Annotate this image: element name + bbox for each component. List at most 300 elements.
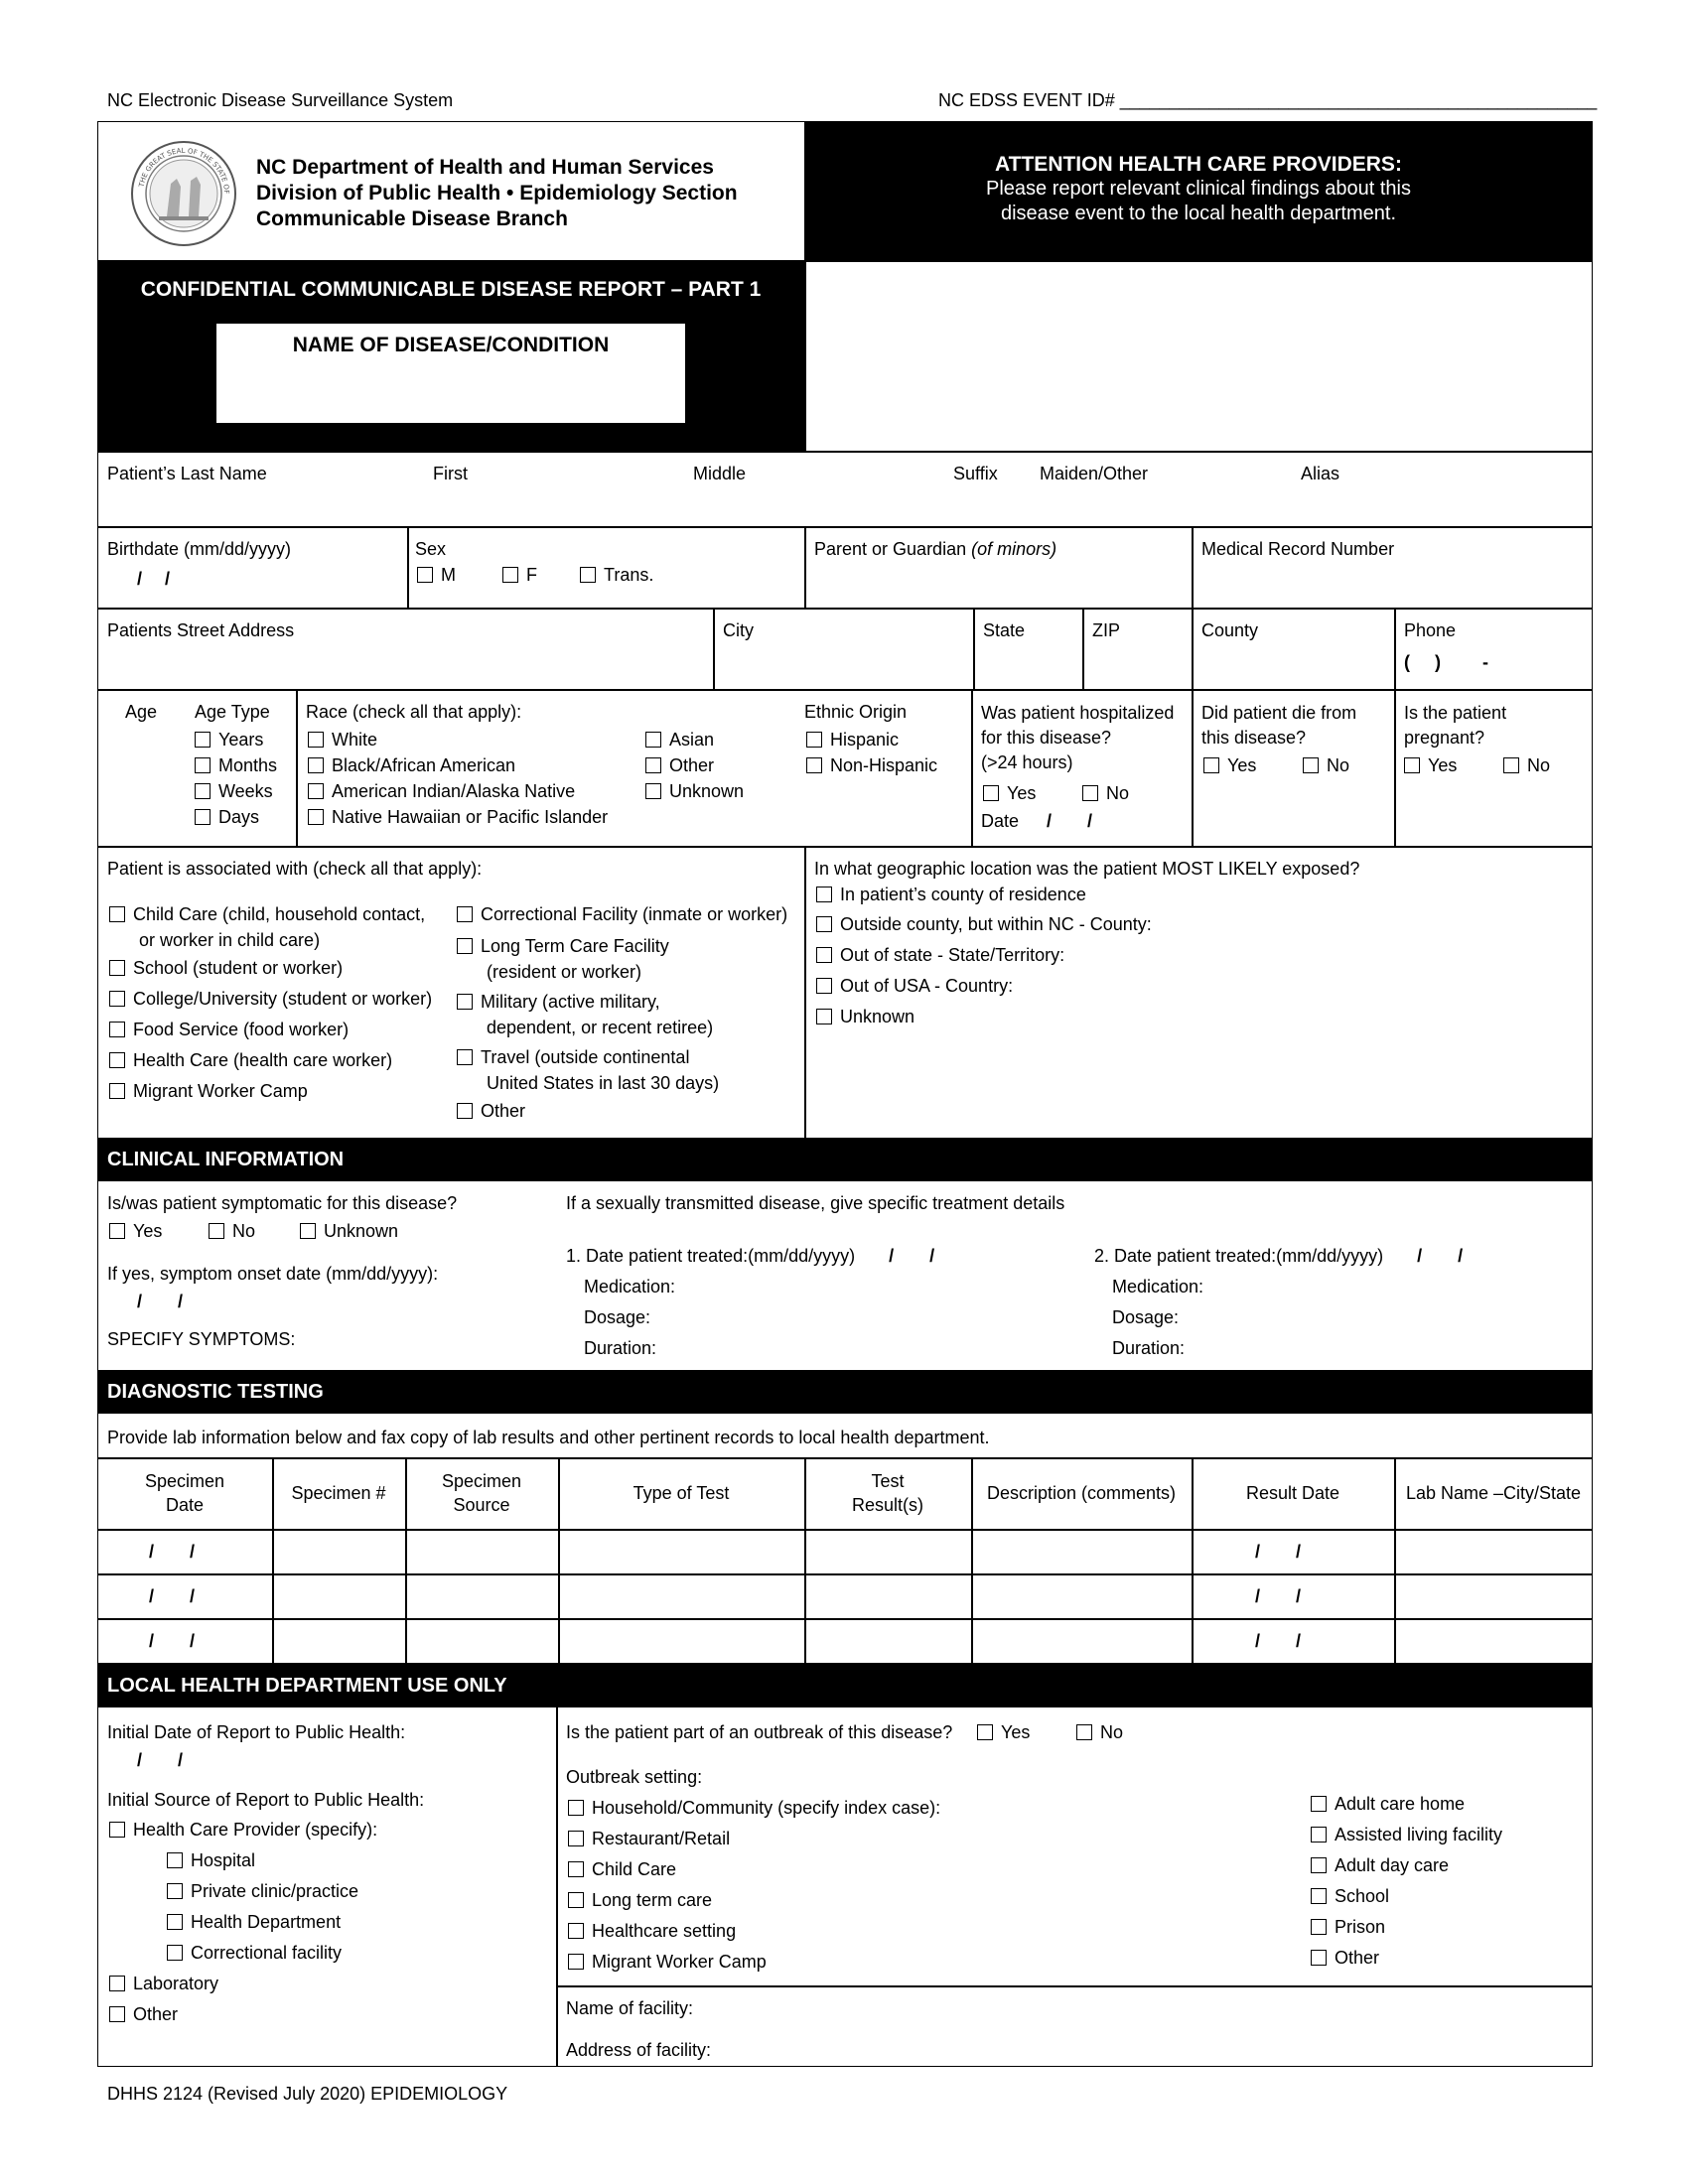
setting-assisted-living[interactable]	[1311, 1824, 1502, 1845]
first-name-label: First	[433, 464, 468, 483]
birthdate-field[interactable]: / /	[137, 569, 171, 589]
treat2-duration: Duration:	[1112, 1338, 1186, 1358]
disease-name-label: NAME OF DISEASE/CONDITION	[292, 334, 610, 356]
checkbox[interactable]	[816, 916, 832, 932]
checkbox[interactable]	[816, 887, 832, 902]
agency-line2: Division of Public Health • Epidemiology Section	[256, 182, 738, 205]
agency-line3: Communicable Disease Branch	[256, 207, 568, 230]
checkbox[interactable]	[816, 1009, 832, 1024]
symptomatic-yes[interactable]	[109, 1220, 162, 1242]
col-result-date: Result Date	[1245, 1483, 1340, 1503]
checkbox[interactable]	[1303, 757, 1319, 773]
col-description: Description (comments)	[986, 1483, 1177, 1503]
divider	[1192, 608, 1194, 689]
age-type-weeks[interactable]	[195, 780, 273, 802]
checkbox[interactable]	[457, 938, 473, 954]
birthdate-label: Birthdate (mm/dd/yyyy)	[107, 539, 292, 559]
option-label: Unknown	[840, 1007, 915, 1026]
option-label: Food Service (food worker)	[133, 1020, 350, 1039]
checkbox[interactable]	[568, 1923, 584, 1939]
phone-area-code: ( )	[1404, 652, 1441, 672]
suffix-label: Suffix	[953, 464, 998, 483]
race-american-indian[interactable]	[308, 780, 575, 802]
report-title: CONFIDENTIAL COMMUNICABLE DISEASE REPORT – PART 1	[140, 278, 762, 301]
option-label: F	[526, 565, 537, 585]
option-label: Hispanic	[830, 730, 900, 750]
divider	[97, 608, 1593, 610]
col-type-of-test: Type of Test	[633, 1483, 730, 1503]
checkbox[interactable]	[645, 757, 661, 773]
assoc-other[interactable]	[457, 1100, 525, 1122]
checkbox[interactable]	[308, 732, 324, 748]
checkbox[interactable]	[1311, 1827, 1327, 1843]
option-label: Household/Community (specify index case):	[592, 1798, 941, 1818]
checkbox[interactable]	[1311, 1919, 1327, 1935]
option-label: Healthcare setting	[592, 1921, 737, 1941]
age-type-days[interactable]	[195, 806, 259, 828]
checkbox[interactable]	[1311, 1796, 1327, 1812]
option-label: No	[232, 1221, 256, 1241]
treat1-date[interactable]: / /	[889, 1246, 935, 1266]
divider	[97, 1529, 1593, 1531]
pregnant-yes[interactable]	[1404, 754, 1457, 776]
table-row-result-date[interactable]: / /	[1255, 1631, 1302, 1651]
assoc-school[interactable]	[109, 957, 343, 979]
middle-name-label: Middle	[693, 464, 747, 483]
checkbox[interactable]	[109, 991, 125, 1007]
hospitalized-line1: Was patient hospitalized	[981, 703, 1175, 723]
divider	[1394, 1457, 1396, 1663]
race-native-hawaiian[interactable]	[308, 806, 608, 828]
table-row-result-date[interactable]: / /	[1255, 1586, 1302, 1606]
treat2-medication: Medication:	[1112, 1277, 1204, 1297]
treat1-label: 1. Date patient treated:(mm/dd/yyyy)	[566, 1246, 856, 1266]
ethnic-hispanic[interactable]	[806, 729, 899, 751]
local-header: LOCAL HEALTH DEPARTMENT USE ONLY	[97, 1664, 1593, 1707]
hospitalized-question	[981, 701, 1174, 775]
option-label: Long term care	[592, 1890, 713, 1910]
age-type-years[interactable]	[195, 729, 263, 751]
option-label: Child Care (child, household contact,	[133, 904, 426, 924]
divider	[971, 1457, 973, 1663]
phone-field[interactable]	[1404, 651, 1488, 673]
option-label: Prison	[1335, 1917, 1386, 1937]
symptomatic-no[interactable]	[209, 1220, 255, 1242]
option-label: Months	[218, 755, 278, 775]
treat2-date[interactable]: / /	[1417, 1246, 1464, 1266]
option-label: College/University (student or worker)	[133, 989, 433, 1009]
option-label: Private clinic/practice	[191, 1881, 359, 1901]
divider	[272, 1457, 274, 1663]
option-label: In patient’s county of residence	[840, 885, 1086, 904]
checkbox[interactable]	[209, 1223, 224, 1239]
assoc-health-care[interactable]	[109, 1049, 392, 1071]
checkbox[interactable]	[457, 1049, 473, 1065]
died-no[interactable]	[1303, 754, 1349, 776]
divider	[1082, 608, 1084, 689]
outbreak-question-text: Is the patient part of an outbreak of this disease?	[566, 1722, 953, 1742]
checkbox[interactable]	[1082, 785, 1098, 801]
source-hcp[interactable]	[109, 1819, 377, 1841]
exposure-out-of-usa[interactable]	[816, 975, 1013, 997]
pregnant-line2: pregnant?	[1404, 728, 1485, 748]
treat2-label: 2. Date patient treated:(mm/dd/yyyy)	[1094, 1246, 1384, 1266]
sex-f-option[interactable]	[502, 564, 537, 586]
option-label: Other	[481, 1101, 526, 1121]
checkbox[interactable]	[308, 809, 324, 825]
divider	[804, 260, 806, 451]
guardian-text: Parent or Guardian	[814, 539, 967, 559]
city-label: City	[723, 620, 754, 640]
system-name: NC Electronic Disease Surveillance System	[107, 90, 454, 110]
option-label: Weeks	[218, 781, 273, 801]
assoc-food-service[interactable]	[109, 1019, 349, 1040]
treat1-dosage: Dosage:	[584, 1307, 651, 1327]
checkbox[interactable]	[300, 1223, 316, 1239]
source-other[interactable]	[109, 2003, 178, 2025]
option-label: Long Term Care Facility	[481, 936, 669, 956]
ethnic-label: Ethnic Origin	[804, 702, 908, 722]
divider	[1192, 689, 1194, 846]
divider	[804, 526, 806, 608]
checkbox[interactable]	[1503, 757, 1519, 773]
divider	[97, 1457, 1593, 1459]
sex-m-option[interactable]	[417, 564, 456, 586]
date-label: Date	[981, 811, 1020, 831]
checkbox[interactable]	[983, 785, 999, 801]
checkbox[interactable]	[109, 1052, 125, 1068]
setting-adult-day-care[interactable]	[1311, 1854, 1449, 1876]
exposure-nc[interactable]	[816, 913, 1152, 935]
diagnostic-header: DIAGNOSTIC TESTING	[97, 1370, 1593, 1414]
checkbox[interactable]	[568, 1831, 584, 1846]
option-label-cont: (resident or worker)	[487, 962, 642, 982]
option-label: Assisted living facility	[1335, 1825, 1503, 1844]
died-line2: this disease?	[1201, 728, 1307, 748]
checkbox[interactable]	[109, 1022, 125, 1037]
option-label: Years	[218, 730, 264, 750]
hospitalized-line2: for this disease?	[981, 728, 1112, 748]
col-lab-name: Lab Name –City/State	[1405, 1483, 1582, 1503]
option-label: Adult day care	[1335, 1855, 1450, 1875]
treat1-duration: Duration:	[584, 1338, 657, 1358]
option-label: Health Department	[191, 1912, 342, 1932]
option-label: No	[1100, 1722, 1124, 1742]
col-test-results: Test Result(s)	[851, 1471, 923, 1515]
col-specimen-source: Specimen Source	[441, 1471, 522, 1515]
died-yes[interactable]	[1203, 754, 1256, 776]
option-label: Yes	[1227, 755, 1257, 775]
race-white[interactable]	[308, 729, 377, 751]
exposure-unknown[interactable]	[816, 1006, 914, 1027]
onset-date-field[interactable]: / /	[137, 1292, 184, 1311]
source-hospital[interactable]	[167, 1849, 255, 1871]
setting-migrant-camp[interactable]	[568, 1951, 767, 1973]
assoc-travel[interactable]	[457, 1044, 719, 1096]
option-label: Yes	[1428, 755, 1458, 775]
divider	[97, 451, 1593, 453]
divider	[804, 846, 806, 1138]
checkbox[interactable]	[109, 1083, 125, 1099]
attention-line2: disease event to the local health department.	[1000, 203, 1397, 224]
checkbox[interactable]	[568, 1954, 584, 1970]
option-label: M	[441, 565, 456, 585]
sex-trans-option[interactable]	[580, 564, 653, 586]
onset-label: If yes, symptom onset date (mm/dd/yyyy):	[107, 1264, 439, 1284]
divider	[804, 1457, 806, 1663]
checkbox[interactable]	[645, 732, 661, 748]
symptomatic-question: Is/was patient symptomatic for this disease?	[107, 1193, 458, 1213]
checkbox[interactable]	[1404, 757, 1420, 773]
checkbox[interactable]	[167, 1945, 183, 1961]
checkbox[interactable]	[568, 1800, 584, 1816]
option-label: Yes	[1001, 1722, 1031, 1742]
checkbox[interactable]	[457, 1103, 473, 1119]
hospitalized-line3: (>24 hours)	[981, 752, 1073, 772]
phone-dash: -	[1482, 652, 1488, 672]
hospitalized-yes[interactable]	[983, 782, 1036, 804]
outbreak-no[interactable]	[1076, 1721, 1123, 1743]
checkbox[interactable]	[1311, 1950, 1327, 1966]
source-health-department[interactable]	[167, 1911, 341, 1933]
option-label: Migrant Worker Camp	[133, 1081, 308, 1101]
setting-child-care[interactable]	[568, 1858, 676, 1880]
phone-label: Phone	[1404, 620, 1457, 640]
hospitalized-no[interactable]	[1082, 782, 1129, 804]
checkbox[interactable]	[109, 1223, 125, 1239]
option-label: Hospital	[191, 1850, 256, 1870]
form-footer: DHHS 2124 (Revised July 2020) EPIDEMIOLOGY	[107, 2084, 508, 2104]
age-type-label: Age Type	[195, 702, 270, 722]
option-label: Health Care (health care worker)	[133, 1050, 393, 1070]
checkbox[interactable]	[580, 567, 596, 583]
symptomatic-unknown[interactable]	[300, 1220, 398, 1242]
alias-label: Alias	[1301, 464, 1340, 483]
attention-panel	[804, 121, 1593, 260]
assoc-long-term-care[interactable]	[457, 933, 669, 985]
guardian-label	[814, 538, 1056, 560]
checkbox[interactable]	[109, 1976, 125, 1991]
checkbox[interactable]	[167, 1852, 183, 1868]
checkbox[interactable]	[806, 757, 822, 773]
option-label: Military (active military,	[481, 992, 660, 1012]
setting-long-term-care[interactable]	[568, 1889, 712, 1911]
option-label: Out of state - State/Territory:	[840, 945, 1065, 965]
assoc-child-care[interactable]	[109, 901, 425, 953]
option-label: Asian	[669, 730, 715, 750]
option-label-cont: or worker in child care)	[139, 930, 321, 950]
checkbox[interactable]	[568, 1892, 584, 1908]
divider	[971, 689, 973, 846]
table-row[interactable]: / /	[149, 1586, 196, 1606]
option-label: Other	[669, 755, 715, 775]
option-label: Trans.	[604, 565, 654, 585]
race-black[interactable]	[308, 754, 515, 776]
checkbox[interactable]	[1203, 757, 1219, 773]
maiden-label: Maiden/Other	[1040, 464, 1149, 483]
std-label: If a sexually transmitted disease, give specific treatment details	[566, 1193, 1065, 1213]
checkbox[interactable]	[195, 783, 211, 799]
checkbox[interactable]	[816, 978, 832, 994]
agency-line1: NC Department of Health and Human Services	[256, 156, 714, 179]
age-type-months[interactable]	[195, 754, 277, 776]
checkbox[interactable]	[308, 757, 324, 773]
sex-label: Sex	[415, 539, 447, 559]
option-label: No	[1327, 755, 1350, 775]
option-label: Child Care	[592, 1859, 677, 1879]
pregnant-no[interactable]	[1503, 754, 1550, 776]
checkbox[interactable]	[195, 732, 211, 748]
divider	[97, 689, 1593, 691]
checkbox[interactable]	[1311, 1857, 1327, 1873]
assoc-military[interactable]	[457, 989, 713, 1040]
assoc-migrant-camp[interactable]	[109, 1080, 308, 1102]
table-row[interactable]: / /	[149, 1631, 196, 1651]
divider	[407, 526, 409, 608]
checkbox[interactable]	[167, 1883, 183, 1899]
treatment-2	[1094, 1241, 1463, 1364]
option-label: Black/African American	[332, 755, 516, 775]
option-label: White	[332, 730, 378, 750]
option-label: Yes	[1007, 783, 1037, 803]
option-label: Native Hawaiian or Pacific Islander	[332, 807, 609, 827]
option-label: Adult care home	[1335, 1794, 1466, 1814]
setting-school[interactable]	[1311, 1885, 1389, 1907]
setting-household[interactable]	[568, 1797, 940, 1819]
checkbox[interactable]	[457, 906, 473, 922]
divider	[558, 1457, 560, 1663]
outbreak-setting-label: Outbreak setting:	[566, 1767, 703, 1787]
option-label: School	[1335, 1886, 1390, 1906]
option-label: Days	[218, 807, 260, 827]
checkbox[interactable]	[502, 567, 518, 583]
option-label: Out of USA - Country:	[840, 976, 1014, 996]
assoc-correctional[interactable]	[457, 903, 787, 925]
col-specimen-date: Specimen Date	[144, 1471, 225, 1515]
option-label: Travel (outside continental	[481, 1047, 690, 1067]
event-id-field[interactable]: ________________________________________________	[1119, 90, 1598, 110]
died-line1: Did patient die from	[1201, 703, 1357, 723]
source-private-clinic[interactable]	[167, 1880, 358, 1902]
race-unknown[interactable]	[645, 780, 744, 802]
died-question	[1201, 701, 1356, 751]
checkbox[interactable]	[977, 1724, 993, 1740]
state-seal-icon	[129, 139, 238, 248]
checkbox[interactable]	[806, 732, 822, 748]
last-name-label: Patient’s Last Name	[107, 464, 267, 483]
age-label: Age	[125, 702, 158, 722]
county-label: County	[1201, 620, 1259, 640]
setting-prison[interactable]	[1311, 1916, 1385, 1938]
option-label: Unknown	[324, 1221, 399, 1241]
zip-label: ZIP	[1092, 620, 1121, 640]
treatment-1	[566, 1241, 934, 1364]
specify-symptoms-label: SPECIFY SYMPTOMS:	[107, 1329, 296, 1349]
outbreak-question	[566, 1721, 952, 1743]
option-label-cont: dependent, or recent retiree)	[487, 1018, 714, 1037]
checkbox[interactable]	[1311, 1888, 1327, 1904]
checkbox[interactable]	[109, 906, 125, 922]
option-label: Other	[133, 2004, 179, 2024]
attention-line1: Please report relevant clinical findings about this	[985, 178, 1412, 200]
street-label: Patients Street Address	[107, 620, 295, 640]
exposure-title: In what geographic location was the patient MOST LIKELY exposed?	[814, 859, 1360, 879]
initial-date-field[interactable]: / /	[137, 1750, 184, 1770]
race-label: Race (check all that apply):	[306, 702, 522, 722]
agency-block	[256, 155, 738, 232]
table-row[interactable]: / /	[149, 1542, 196, 1562]
assoc-college[interactable]	[109, 988, 432, 1010]
race-asian[interactable]	[645, 729, 714, 751]
checkbox[interactable]	[1076, 1724, 1092, 1740]
option-label: Yes	[133, 1221, 163, 1241]
event-id-text: NC EDSS EVENT ID#	[938, 90, 1115, 110]
checkbox[interactable]	[167, 1914, 183, 1930]
setting-other[interactable]	[1311, 1947, 1379, 1969]
setting-restaurant[interactable]	[568, 1828, 730, 1849]
checkbox[interactable]	[568, 1861, 584, 1877]
ethnic-non-hispanic[interactable]	[806, 754, 937, 776]
col-specimen-number: Specimen #	[291, 1483, 386, 1503]
source-laboratory[interactable]	[109, 1973, 218, 1994]
seal-text: THE GREAT SEAL OF THE STATE OF	[137, 146, 231, 195]
option-label: No	[1106, 783, 1130, 803]
clinical-header: CLINICAL INFORMATION	[97, 1138, 1593, 1181]
divider	[556, 1707, 558, 2067]
divider	[713, 608, 715, 689]
race-other[interactable]	[645, 754, 714, 776]
checkbox[interactable]	[645, 783, 661, 799]
setting-healthcare[interactable]	[568, 1920, 736, 1942]
checkbox[interactable]	[417, 567, 433, 583]
checkbox[interactable]	[195, 757, 211, 773]
option-label: Migrant Worker Camp	[592, 1952, 767, 1972]
exposure-out-of-state[interactable]	[816, 944, 1064, 966]
checkbox[interactable]	[109, 960, 125, 976]
report-title-panel	[97, 260, 804, 451]
divider	[97, 1618, 1593, 1620]
state-label: State	[983, 620, 1026, 640]
checkbox[interactable]	[109, 1822, 125, 1838]
table-row-result-date[interactable]: / /	[1255, 1542, 1302, 1562]
option-label: Restaurant/Retail	[592, 1829, 731, 1848]
option-label: Health Care Provider (specify):	[133, 1820, 378, 1840]
disease-name-field[interactable]	[216, 324, 685, 423]
option-label: Other	[1335, 1948, 1380, 1968]
source-correctional[interactable]	[167, 1942, 342, 1964]
option-label: Correctional Facility (inmate or worker)	[481, 904, 788, 924]
treat2-dosage: Dosage:	[1112, 1307, 1180, 1327]
outbreak-yes[interactable]	[977, 1721, 1030, 1743]
pregnant-line1: Is the patient	[1404, 703, 1507, 723]
diagnostic-note: Provide lab information below and fax copy of lab results and other pertinent records to local health department.	[107, 1428, 990, 1447]
checkbox[interactable]	[816, 947, 832, 963]
hospitalized-date[interactable]: Date / /	[981, 811, 1093, 831]
divider	[405, 1457, 407, 1663]
checkbox[interactable]	[195, 809, 211, 825]
checkbox[interactable]	[457, 994, 473, 1010]
facility-address-label: Address of facility:	[566, 2040, 712, 2060]
option-label: School (student or worker)	[133, 958, 344, 978]
setting-adult-care-home[interactable]	[1311, 1793, 1465, 1815]
exposure-county[interactable]	[816, 884, 1086, 905]
initial-date-label: Initial Date of Report to Public Health:	[107, 1722, 406, 1742]
checkbox[interactable]	[308, 783, 324, 799]
divider	[1192, 526, 1194, 608]
checkbox[interactable]	[109, 2006, 125, 2022]
divider	[97, 526, 1593, 528]
attention-title: ATTENTION HEALTH CARE PROVIDERS:	[995, 153, 1402, 176]
